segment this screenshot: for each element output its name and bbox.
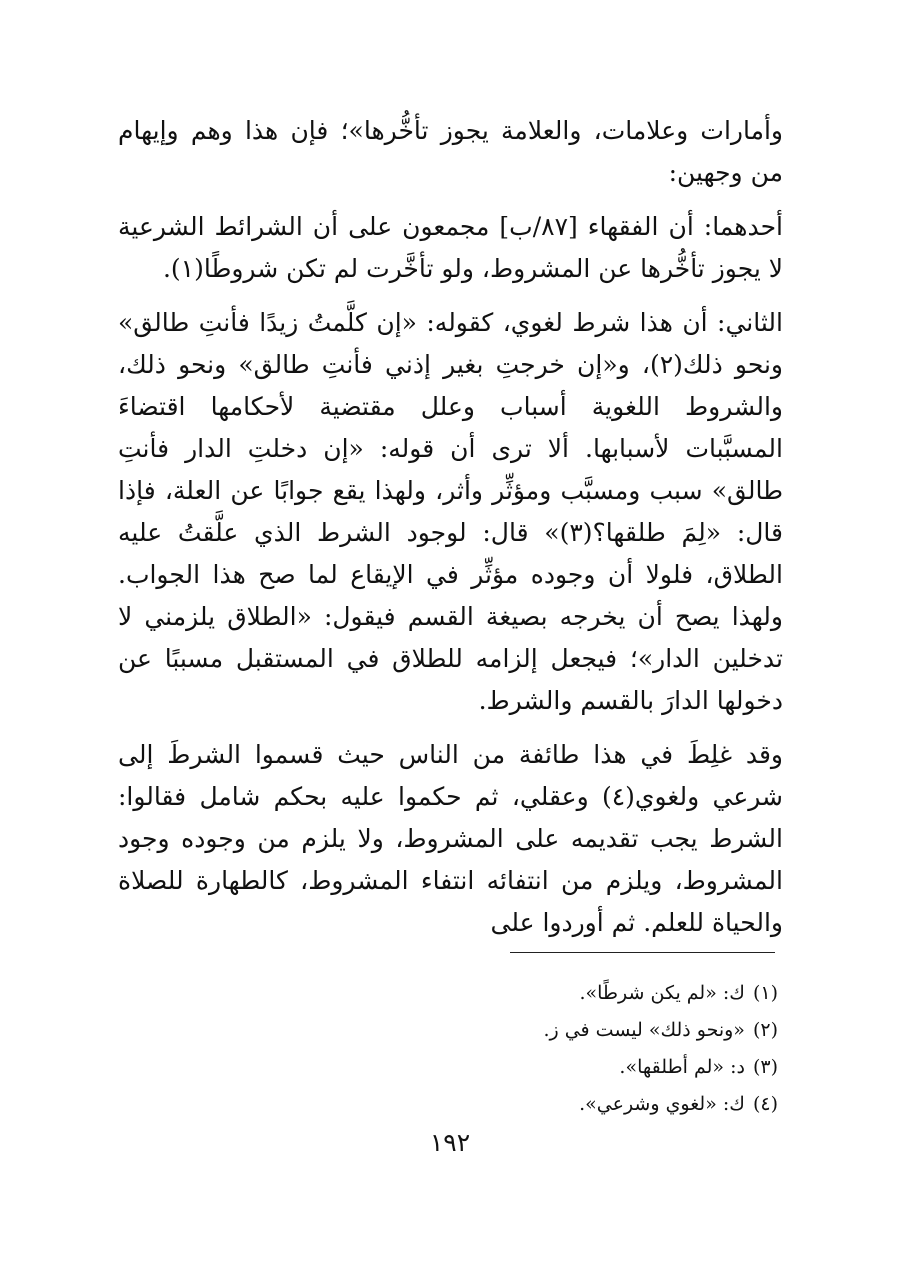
footnote-4: [400, 1086, 778, 1123]
footnote-text: ك: «لم يكن شرطًا».: [579, 982, 745, 1004]
footnote-number: (١): [752, 982, 778, 1004]
footnote-text: د: «لم أطلقها».: [619, 1056, 745, 1078]
footnote-separator: [510, 952, 775, 953]
footnote-1: [400, 975, 778, 1012]
footnotes: [400, 975, 778, 1123]
main-text: [118, 110, 783, 956]
paragraph-1: وأمارات وعلامات، والعلامة يجوز تأخُّرها»؛ فإن هذا وهم وإيهام من وجهين:: [118, 116, 783, 187]
paragraph-4: وقد غلِطَ في هذا طائفة من الناس حيث قسموا الشرطَ إلى شرعي ولغوي(٤) وعقلي، ثم حكموا عليه بحكم شامل فقالوا: الشرط يجب تقديمه على المشروط، ولا يلزم من وجوده وجود المشروط، ويلزم من انتفائه انتفاء المشروط، كالطهارة للصلاة والحياة للعلم. ثم أوردوا على: [118, 740, 783, 937]
footnote-2: [400, 1012, 778, 1049]
footnote-3: [400, 1049, 778, 1086]
footnote-number: (٤): [752, 1093, 778, 1115]
footnote-number: (٢): [752, 1019, 778, 1041]
page-number: ١٩٢: [429, 1128, 471, 1157]
footnote-number: (٣): [752, 1056, 778, 1078]
paragraph-3: الثاني: أن هذا شرط لغوي، كقوله: «إن كلَّمتُ زيدًا فأنتِ طالق» ونحو ذلك(٢)، و«إن خرجتِ بغير إذني فأنتِ طالق» ونحو ذلك، والشروط اللغوية أسباب وعلل مقتضية لأحكامها اقتضاءَ المسبَّبات لأسبابها. ألا ترى أن قوله: «إن دخلتِ الدار فأنتِ طالق» سبب ومسبَّب ومؤثِّر وأثر، ولهذا يقع جوابًا عن العلة، فإذا قال: «لِمَ طلقها؟(٣)» قال: لوجود الشرط الذي علَّقتُ عليه الطلاق، فلولا أن وجوده مؤثِّر في الإيقاع لما صح هذا الجواب. ولهذا يصح أن يخرجه بصيغة القسم فيقول: «الطلاق يلزمني لا تدخلين الدار»؛ فيجعل إلزامه للطلاق في المستقبل مسببًا عن دخولها الدارَ بالقسم والشرط.: [118, 308, 784, 715]
paragraph-2: أحدهما: أن الفقهاء [٨٧/ب] مجمعون على أن الشرائط الشرعية لا يجوز تأخُّرها عن المشروط، ولو تأخَّرت لم تكن شروطًا(١).: [118, 212, 783, 283]
footnote-text: ك: «لغوي وشرعي».: [579, 1093, 745, 1115]
footnote-text: «ونحو ذلك» ليست في ز.: [543, 1019, 745, 1041]
